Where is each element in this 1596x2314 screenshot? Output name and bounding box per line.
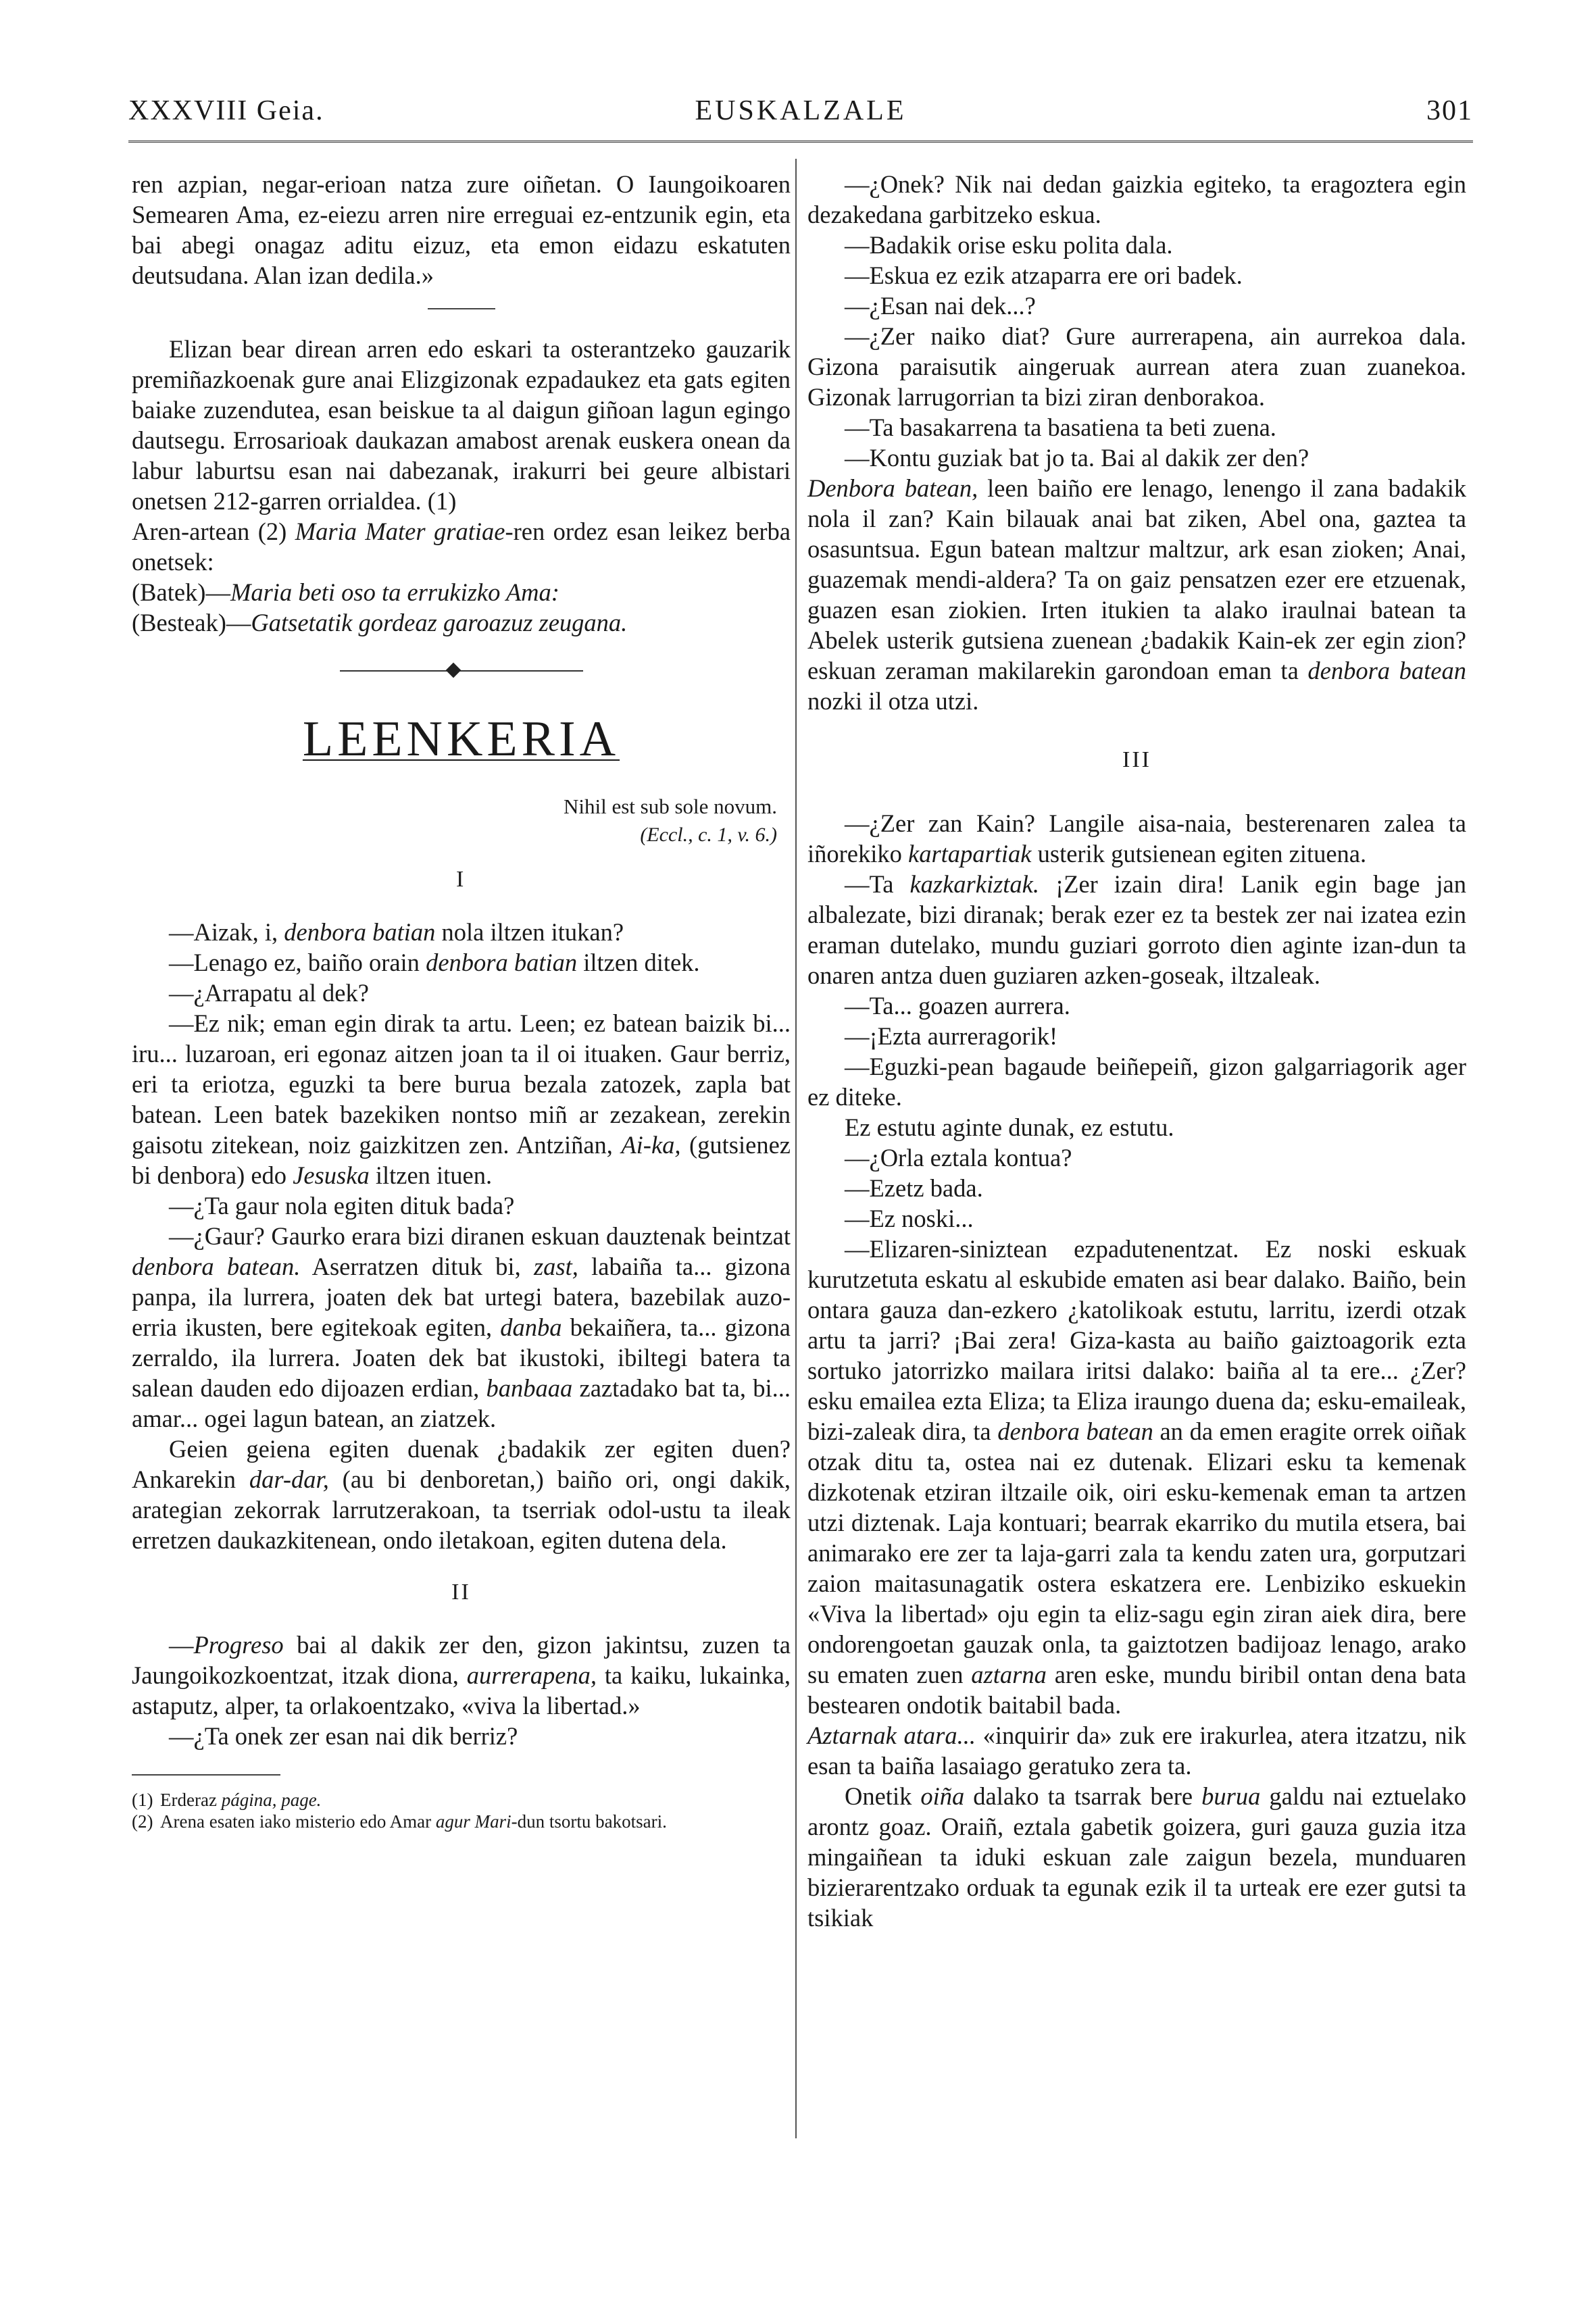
text: «inquirir da» zuk ere irakurlea, atera itzatzu, nik esan ta baiña lasaiago geratuko zera ta. (807, 1721, 1466, 1780)
dialogue-line (132, 1630, 791, 1721)
dialogue-line: —Ta basakarrena ta basatiena ta beti zuena. (845, 413, 1276, 441)
section-number: II (451, 1580, 471, 1605)
italic-text: burua (1201, 1782, 1261, 1810)
footnote-rule (132, 1774, 280, 1776)
epigraph (132, 793, 791, 849)
footnote (132, 1789, 791, 1811)
italic-text: kazkarkiztak. (909, 870, 1040, 898)
dialogue-line: —Badakik orise esku polita dala. (845, 231, 1173, 259)
paragraph (807, 1720, 1466, 1781)
text: (Besteak)— (132, 609, 251, 636)
italic-text: aurrerapena, (466, 1661, 597, 1689)
text: bekaiñera, ta... gizona zerraldo, ila lurrera. Joaten dek bat ikustoki, ibiltegi batera ta salean dauden edo dijoazen erdian, (132, 1313, 791, 1402)
header-rule (128, 141, 1473, 143)
italic-text: Denbora batean, (807, 474, 978, 502)
text: — (169, 1631, 194, 1659)
text: (au bi denboretan,) baiño ori, ongi dakik, arategian zekorrak larrutzerakoan, ta tserriak odol-ustu ta ileak erretzen daukazkitenean, ondo iletakoan, egiten dutena dela. (132, 1465, 791, 1554)
dialogue-line: —¿Orla eztala kontua? (845, 1144, 1072, 1172)
text: ¡Zer izain dira! Lanik egin bage jan albalezate, bizi diranak; berak ezer ez ta bestek zer nai izatea ezin eraman dutelako, mundu guziari gorroto dien aginte izan-dun ta onaren antza duen guziaren azken-goseak, iltzaleak. (807, 870, 1466, 989)
paragraph: ren azpian, negar-erioan natza zure oiñetan. O Iaungoikoaren Semearen Ama, ez-eiezu arren nire erreguai ez-entzunik egin, eta bai abegi onagaz aditu eizuz, eta emon eidazu eskatuten deutsudana. Alan izan dedila.» (132, 170, 791, 289)
text: (Batek)— (132, 578, 230, 606)
dialogue-line: —¿Ta onek zer esan nai dik berriz? (169, 1722, 518, 1750)
italic-text: página, page. (221, 1790, 322, 1810)
italic-text: danba (500, 1313, 562, 1341)
dialogue-line (132, 917, 791, 947)
dialogue-line (807, 808, 1466, 869)
paragraph (807, 1234, 1466, 1720)
italic-text: dar-dar, (249, 1465, 329, 1493)
italic-text: zast, (533, 1253, 578, 1280)
text: nola iltzen itukan? (435, 918, 624, 946)
text: Onetik (845, 1782, 921, 1810)
dialogue-line: —Ezetz bada. (845, 1174, 983, 1202)
short-separator (428, 308, 495, 309)
dialogue-line: —Ez noski... (845, 1205, 974, 1232)
section-number: I (456, 867, 466, 892)
dialogue-line: —Eguzki-pean bagaude beiñepeiñ, gizon galgarriagorik ager ez diteke. (807, 1053, 1466, 1111)
text: iltzen ditek. (577, 949, 700, 976)
text: leen baiño ere lenago, lenengo il zana badakik nola il zan? Kain bilauak anai bat ziken, Abel ona, gaztea ta osasuntsua. Egun batean maltzur maltzur, ark esan zioken; Anai, guazemak mendi-aldera? Ta on gaiz pensatzen ezer ere etzuenak, guazen esan ziokien. Irten itukien ta alako iraulnai batean ta Abelek usterik gutsiena zuenean ¿badakik Kain-ek zer egin zion? eskuan zeraman makilarekin garondoan eman ta (807, 474, 1466, 684)
right-column (807, 169, 1466, 1933)
text: bai al dakik zer den, gizon jakintsu, zuzen ta Jaungoikozkoentzat, itzak diona, (132, 1631, 791, 1689)
text: Arena esaten iako misterio edo Amar (160, 1811, 436, 1832)
dialogue-line (807, 869, 1466, 990)
dialogue-line (132, 947, 791, 978)
text: Aren-artean (2) (132, 518, 295, 545)
italic-text: oiña (920, 1782, 965, 1810)
text: Geien geiena egiten duenak ¿badakik zer egiten duen? Ankarekin (132, 1435, 791, 1493)
text: —Ta (845, 870, 910, 898)
issue-number: XXXVIII Geia. (128, 95, 324, 126)
ornamental-separator (340, 661, 583, 681)
text: —Ez nik; eman egin dirak ta artu. Leen; ez batean baizik bi... iru... luzaroan, eri egonaz aitzen joan ta il oi ituaken. Gaur berriz, eri ta eriotza, eguzki ta bere burua bezala zatozek, zapla bat batean. Leen batek bazekiken nontso miñ ar zezakean, zerekin gaisotu zitekean, noiz gaizkitzen zen. Antziñan, (132, 1009, 791, 1159)
footnote-number: (2) (132, 1811, 153, 1832)
dialogue-line (132, 1008, 791, 1190)
paragraph (807, 473, 1466, 716)
dialogue-line (132, 1221, 791, 1434)
text: —¿Gaur? Gaurko erara bizi diranen eskuan dauztenak beintzat (169, 1222, 791, 1250)
text: —Aizak, i, (169, 918, 284, 946)
epigraph-source (132, 821, 777, 849)
text: -ren ordez esan leikez berba onetsek: (132, 518, 791, 576)
italic-text: kartapartiak (908, 840, 1032, 867)
paragraph (807, 1781, 1466, 1933)
footnote (132, 1811, 791, 1832)
italic-text: denbora batian (284, 918, 436, 946)
text: zaztadako bat ta, bi... amar... ogei lagun batean, an ziatzek. (132, 1374, 791, 1432)
italic-text: denbora batian (426, 949, 578, 976)
separator-line (340, 670, 583, 672)
text: ta kaiku, lukainka, astaputz, alper, ta orlakoentzako, «viva la libertad.» (132, 1661, 791, 1719)
italic-text: (Eccl., c. 1, v. 6.) (640, 824, 777, 846)
dialogue-line: —¿Ta gaur nola egiten dituk bada? (169, 1192, 515, 1219)
dialogue-line: —¿Zer naiko diat? Gure aurrerapena, ain aurrekoa dala. Gizona paraisutik aingeruak aurrean atera zuan zuanekoa. Gizonak larrugorrian ta bizi ziran denborakoa. (807, 322, 1466, 411)
text: (gutsienez bi denbora) edo (132, 1131, 791, 1189)
epigraph-quote: Nihil est sub sole novum. (563, 795, 777, 818)
italic-text: Jesuska (293, 1161, 370, 1189)
italic-text: denbora batean. (132, 1253, 301, 1280)
dialogue-line: Ez estutu aginte dunak, ez estutu. (845, 1113, 1174, 1141)
text: —Lenago ez, baiño orain (169, 949, 426, 976)
text: Aserratzen dituk bi, (300, 1253, 534, 1280)
dialogue-line: —¿Arrapatu al dek? (169, 979, 369, 1007)
dialogue-line: —Eskua ez ezik atzaparra ere ori badek. (845, 261, 1243, 289)
italic-text: aztarna (971, 1661, 1047, 1688)
italic-text: denbora batean (997, 1417, 1153, 1445)
dialogue-line: —¿Esan nai dek...? (845, 292, 1036, 320)
paragraph: Elizan bear direan arren edo eskari ta osterantzeko gauzarik premiñazkoenak gure anai Elizgizonak ezpadaukez eta gats egiten baiake zuzendutea, esan beiskue ta al daigun giñoan lagun egingo dautsegu. Errosarioak daukazan amabost arenak euskera onean da labur laburtsu esan nai dabezanak, irakurri bei geure albistari onetsen 212-garren orrialdea. (1) (132, 335, 791, 515)
text: labaiña ta... gizona panpa, ila lurrera, joaten dek bat urtegi batera, bazebilak auzo-erria ikusten, bere egitekoak egiten, (132, 1253, 791, 1341)
running-header (128, 95, 1473, 142)
page-number: 301 (1426, 95, 1473, 126)
text: usterik gutsienean egiten zituena. (1031, 840, 1367, 867)
paragraph (132, 516, 791, 577)
dialogue-line: —Kontu guziak bat jo ta. Bai al dakik zer den? (845, 444, 1310, 472)
text: -dun tsortu bakotsari. (511, 1811, 667, 1832)
left-column (132, 169, 791, 1832)
text: nozki il otza utzi. (807, 687, 979, 715)
italic-text: banbaaa (486, 1374, 573, 1402)
italic-text: Maria Mater gratiae (295, 518, 505, 545)
prayer-line (132, 607, 791, 638)
italic-text: Ai-ka, (621, 1131, 681, 1159)
text: galdu nai eztuelako arontz goaz. Oraiñ, eztala gabetik goizera, guri gauza guzia itza mingaiñean ta iduki eskuan zale zaigun bezela, munduaren bizierarentzako orduak ta egunak ezik il ta urteak ere ezer gutsi ta tsikiak (807, 1782, 1466, 1932)
italic-text: Gatsetatik gordeaz garoazuz zeugana. (251, 609, 628, 636)
text: dalako ta tsarrak bere (964, 1782, 1202, 1810)
text: an da emen eragite orrek oiñak otzak ditu ta, ostea nai ez dutenak. Elizari esku ta kemenak dizkotenak etziran iltzaile oik, oiri esku-kemenak eman ta artzen utzi diztenak. Laja kontuari; bearrak ekarriko du mutila etsera, bai animarako ere zer ta laja-garri zala ta kendu zaten ura, gorputzari zaion maitasunagatik ostera eskatzera ere. Lenbiziko eskuekin «Viva la libertad» oju egin ta eliz-sagu egin ziran aiek dira, bere ondorengoetan gauzak onla, ta gaiztotzen badijoaz lenago, arako su ematen zuen (807, 1417, 1466, 1688)
italic-text: agur Mari (435, 1811, 512, 1832)
dialogue-line: —¿Onek? Nik nai dedan gaizkia egiteko, ta eragoztera egin dezakedana garbitzeko eskua. (807, 170, 1466, 228)
text: iltzen ituen. (369, 1161, 493, 1189)
italic-text: Maria beti oso ta errukizko Ama: (230, 578, 559, 606)
footnote-number: (1) (132, 1790, 153, 1810)
article-title: LEENKERIA (302, 711, 620, 767)
journal-title: EUSKALZALE (695, 95, 907, 126)
section-number: III (1122, 747, 1151, 772)
column-divider (795, 159, 797, 2138)
dialogue-line: —¡Ezta aurreragorik! (845, 1022, 1058, 1050)
paragraph (132, 1434, 791, 1555)
text: —Elizaren-siniztean ezpadutenentzat. Ez noski eskuak kurutzetuta eskatu al eskubide ematen asi bear dalako. Baiño, bein ontara gauza dan-ezkero ¿katolikoak estutu, larritu, izerdi otzak artu ta jarri? ¡Bai zera! Giza-kasta au baiño gaiztoagorik ezta sortuko jatorrizko mailara iritsi dalako: baiña al ta ere... ¿Zer? esku emailea ezta Eliza; ta Eliza iraungo duena da; esku-emaileak, bizi-zaleak dira, ta (807, 1235, 1466, 1445)
prayer-line (132, 577, 791, 607)
italic-text: Progreso (193, 1631, 284, 1659)
text: aren eske, mundu biribil ontan dena bata bestearen ondotik baitabil bada. (807, 1661, 1466, 1719)
italic-text: denbora batean (1307, 657, 1466, 684)
diamond-ornament (445, 663, 461, 678)
text: —¿Zer zan Kain? Langile aisa-naia, besterenaren zalea ta iñorekiko (807, 809, 1466, 867)
dialogue-line: —Ta... goazen aurrera. (845, 992, 1070, 1020)
text: Erderaz (160, 1790, 222, 1810)
italic-text: Aztarnak atara... (807, 1721, 976, 1749)
